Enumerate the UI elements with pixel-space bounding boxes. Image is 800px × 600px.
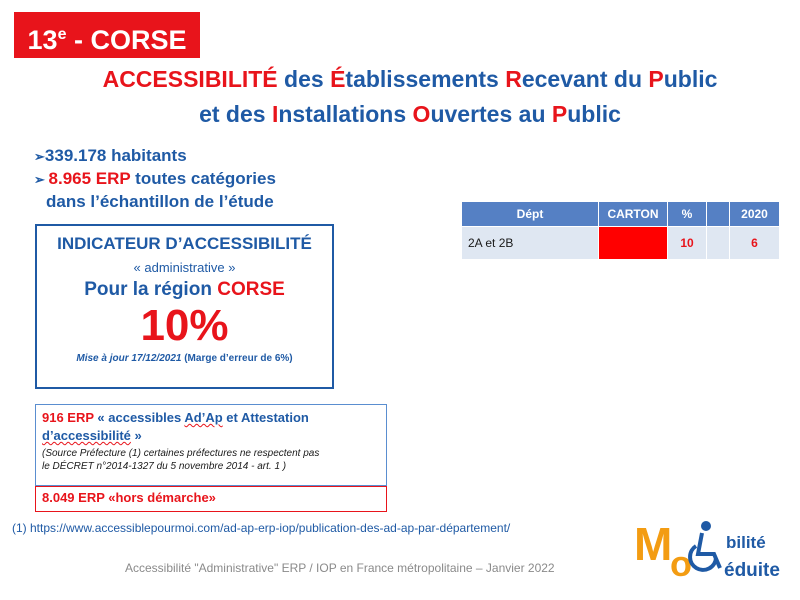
logo-text-top: bilité <box>726 533 766 552</box>
title-segment: tablissements <box>345 66 506 92</box>
cell-dept: 2A et 2B <box>462 227 599 260</box>
region-superscript: e <box>57 26 67 43</box>
indicator-heading: INDICATEUR D’ACCESSIBILITÉ <box>57 234 312 253</box>
cell-blank <box>707 227 730 260</box>
department-table <box>461 201 780 260</box>
key-figures <box>34 145 276 213</box>
wheelchair-icon <box>690 521 720 570</box>
region-name: - CORSE <box>66 25 187 55</box>
title-segment: O <box>412 101 431 127</box>
accessibility-indicator-box <box>35 224 334 389</box>
title-segment: uvertes au <box>430 101 552 127</box>
indicator-subheading: « administrative » <box>133 260 236 275</box>
header-2020: 2020 <box>730 202 780 227</box>
bullet-erp: ➢ 8.965 ERP toutes catégories <box>34 169 276 188</box>
bullet-inhabitants: ➢339.178 habitants <box>34 146 187 165</box>
arrow-bullet-icon: ➢ <box>34 149 45 164</box>
cell-2020: 6 <box>730 227 780 260</box>
page-title-line1 <box>60 66 760 93</box>
region-badge <box>14 12 200 58</box>
title-segment: ublic <box>663 66 718 92</box>
title-segment: É <box>330 66 346 92</box>
indicator-value: 10% <box>140 301 229 350</box>
title-segment: et des <box>199 101 272 127</box>
logo-letter-m: M <box>634 518 673 570</box>
indicator-region: Pour la région CORSE <box>84 279 285 300</box>
logo-text-bottom: éduite <box>724 560 780 581</box>
prefecture-source-note: (Source Préfecture (1) certaines préfectures ne respectent pas le DÉCRET n°2014-1327 du 5 novembre 2014 - art. 1 ) <box>42 448 320 472</box>
title-segment: ublic <box>567 101 621 127</box>
title-segment: des <box>277 66 331 92</box>
logo-letter-o: o <box>670 543 692 584</box>
mobilite-reduite-logo <box>632 516 782 586</box>
slide-footer: Accessibilité "Administrative" ERP / IOP en France métropolitaine – Janvier 2022 <box>125 561 555 575</box>
title-segment: ACCESSIBILITÉ <box>102 66 278 92</box>
title-segment: P <box>648 66 664 92</box>
title-segment: ecevant du <box>521 66 649 92</box>
table-header-row <box>462 202 780 227</box>
arrow-bullet-icon: ➢ <box>34 172 49 187</box>
cell-percent: 10 <box>668 227 707 260</box>
table-row <box>462 227 780 260</box>
bullet-sample: dans l’échantillon de l’étude <box>46 192 274 211</box>
header-dept: Dépt <box>462 202 599 227</box>
region-number: 13 <box>27 25 58 55</box>
hors-demarche-box: 8.049 ERP «hors démarche» <box>35 486 387 512</box>
title-segment: nstallations <box>278 101 413 127</box>
source-footnote: (1) https://www.accessiblepourmoi.com/ad-ap-erp-iop/publication-des-ad-ap-par-département/ <box>12 521 511 535</box>
accessible-erp-box <box>35 404 387 486</box>
accessible-erp-text: 916 ERP « accessibles Ad’Ap et Attestation d’accessibilité » <box>42 410 309 443</box>
header-blank <box>707 202 730 227</box>
page-title-line2 <box>60 101 760 128</box>
header-carton: CARTON <box>599 202 668 227</box>
header-percent: % <box>668 202 707 227</box>
title-segment: R <box>505 66 522 92</box>
title-segment: P <box>551 101 568 127</box>
cell-carton <box>599 227 668 260</box>
title-segment: I <box>271 101 279 127</box>
indicator-update-note: Mise à jour 17/12/2021 (Marge d’erreur de 6%) <box>76 353 293 364</box>
